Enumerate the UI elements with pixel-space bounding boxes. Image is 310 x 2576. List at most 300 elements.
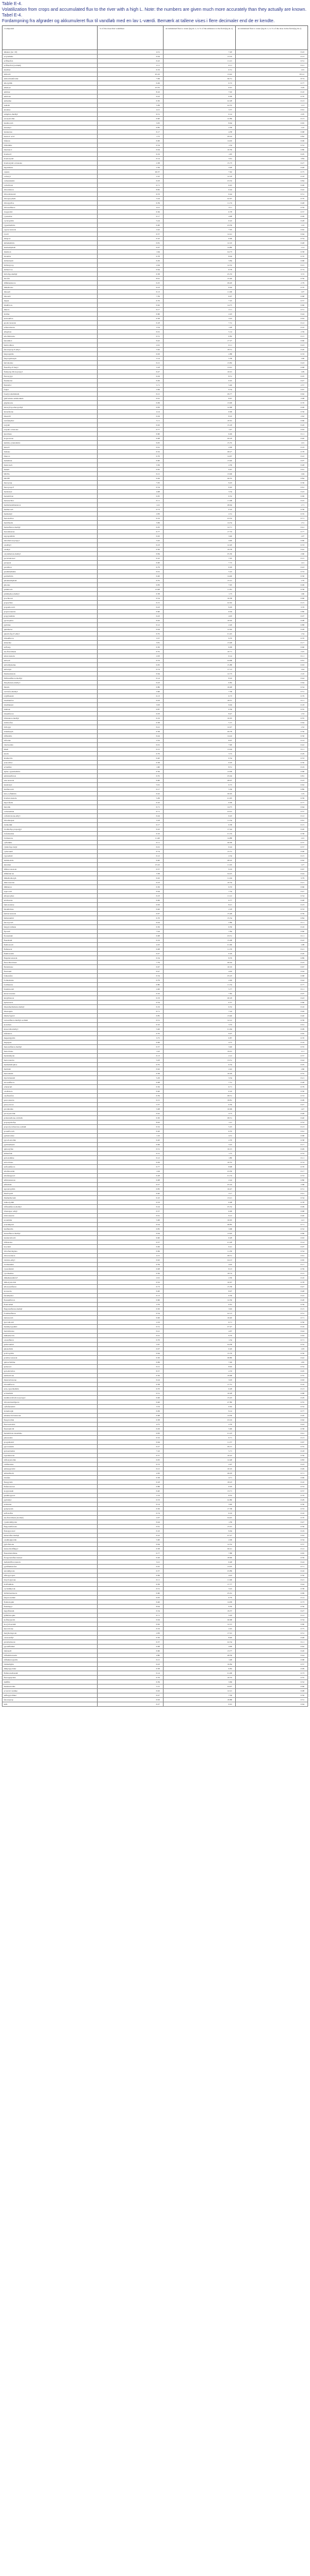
- cell-flux-emission: 15.54: [164, 916, 236, 920]
- cell-compound: bromuconazole: [3, 796, 98, 800]
- cell-flux-dose: 2.08: [236, 396, 308, 400]
- cell-percent-volatilised: 6.40: [98, 1191, 164, 1195]
- cell-percent-volatilised: 9.10: [98, 827, 164, 831]
- cell-percent-volatilised: 0.58: [98, 316, 164, 320]
- cell-percent-volatilised: 0.54: [98, 1311, 164, 1315]
- cell-compound: diazinon: [3, 249, 98, 254]
- cell-flux-emission: 1.34: [164, 143, 236, 147]
- cell-percent-volatilised: 0.15: [98, 600, 164, 605]
- cell-compound: tebufenpyrad: [3, 1173, 98, 1178]
- cell-flux-emission: 5.93: [164, 1613, 236, 1617]
- cell-percent-volatilised: 0.76: [98, 751, 164, 756]
- cell-flux-dose: 0.34: [236, 1195, 308, 1200]
- cell-flux-emission: 0.91: [164, 85, 236, 89]
- cell-flux-emission: 10.67: [164, 1280, 236, 1284]
- cell-compound: alpha-cypermethrin: [3, 769, 98, 773]
- table-row: [3, 1568, 308, 1573]
- table-row: [3, 258, 308, 263]
- cell-flux-emission: 7.51: [164, 1080, 236, 1084]
- cell-compound: clothianidin: [3, 1262, 98, 1266]
- table-row: [3, 400, 308, 405]
- cell-flux-dose: 1.01: [236, 836, 308, 840]
- cell-compound: metribuzin: [3, 520, 98, 525]
- cell-compound: dazomet: [3, 862, 98, 867]
- cell-flux-dose: 0.17: [236, 1262, 308, 1266]
- cell-flux-emission: 24.38: [164, 1342, 236, 1346]
- table-row: [3, 169, 308, 174]
- cell-flux-dose: 0.84: [236, 916, 308, 920]
- cell-percent-volatilised: 0.06: [98, 138, 164, 143]
- cell-percent-volatilised: 0.21: [98, 1657, 164, 1662]
- cell-percent-volatilised: 0.21: [98, 391, 164, 396]
- cell-compound: tebuconazole: [3, 654, 98, 658]
- cell-percent-volatilised: 0.95: [98, 494, 164, 498]
- cell-percent-volatilised: 0.14: [98, 1502, 164, 1506]
- table-row: [3, 223, 308, 227]
- cell-compound: pyroxsulam: [3, 1444, 98, 1449]
- table-row: [3, 1679, 308, 1684]
- cell-flux-emission: 0.11: [164, 343, 236, 347]
- cell-compound: pymetrozine: [3, 1133, 98, 1138]
- cell-compound: chlorotoluron: [3, 1253, 98, 1258]
- cell-flux-dose: 0.09: [236, 1666, 308, 1671]
- cell-compound: dinoseb: [3, 289, 98, 294]
- cell-flux-emission: 2.89: [164, 920, 236, 924]
- cell-compound: acrinathrin: [3, 1391, 98, 1395]
- cell-percent-volatilised: 0.31: [98, 1391, 164, 1395]
- cell-flux-emission: 13.77: [164, 1648, 236, 1653]
- cell-compound: ethoprophos: [3, 893, 98, 898]
- cell-flux-emission: 6.82: [164, 680, 236, 685]
- cell-flux-emission: 2.76: [164, 1422, 236, 1426]
- cell-compound: fomesafen: [3, 973, 98, 978]
- cell-percent-volatilised: 5.00: [98, 1537, 164, 1542]
- cell-flux-dose: 63.12: [236, 72, 308, 76]
- cell-flux-dose: 0.44: [236, 676, 308, 680]
- cell-flux-emission: 21.66: [164, 942, 236, 947]
- cell-flux-emission: 2.49: [164, 978, 236, 982]
- cell-flux-dose: 0.19: [236, 445, 308, 449]
- cell-compound: iprodione: [3, 431, 98, 436]
- cell-compound: fluazinam: [3, 938, 98, 942]
- table-row: [3, 1320, 308, 1324]
- cell-flux-dose: 0.77: [236, 529, 308, 534]
- cell-percent-volatilised: 2.99: [98, 387, 164, 391]
- cell-flux-emission: 17.44: [164, 827, 236, 831]
- cell-percent-volatilised: 5.24: [98, 218, 164, 223]
- cell-flux-emission: 0.54: [164, 756, 236, 760]
- cell-flux-emission: 4.96: [164, 1644, 236, 1648]
- cell-flux-dose: 0.57: [236, 844, 308, 849]
- table-row: [3, 1564, 308, 1568]
- cell-percent-volatilised: 0.24: [98, 1204, 164, 1209]
- table-row: [3, 836, 308, 840]
- cell-flux-emission: 13.05: [164, 1564, 236, 1568]
- cell-percent-volatilised: 5.93: [98, 1058, 164, 1062]
- table-row: [3, 1604, 308, 1608]
- cell-compound: metconazole: [3, 1058, 98, 1062]
- cell-flux-dose: 0.43: [236, 996, 308, 1000]
- table-row: [3, 911, 308, 916]
- cell-percent-volatilised: 0.85: [98, 1226, 164, 1231]
- cell-flux-dose: 0.11: [236, 431, 308, 436]
- table-row: [3, 1067, 308, 1071]
- cell-compound: dimpropyridaz: [3, 1666, 98, 1671]
- cell-flux-emission: 27.27: [164, 1533, 236, 1537]
- cell-percent-volatilised: 0.27: [98, 1702, 164, 1706]
- cell-flux-emission: 5.46: [164, 383, 236, 387]
- cell-flux-dose: 1.07: [236, 534, 308, 538]
- table-row: [3, 587, 308, 591]
- table-row: [3, 214, 308, 218]
- cell-percent-volatilised: 3.05: [98, 121, 164, 125]
- cell-flux-dose: 0.61: [236, 818, 308, 822]
- cell-flux-dose: 0.43: [236, 360, 308, 365]
- cell-compound: trifluralin: [3, 733, 98, 738]
- cell-compound: sulfosulfuron: [3, 1164, 98, 1169]
- cell-percent-volatilised: 0.29: [98, 1160, 164, 1164]
- cell-percent-volatilised: 0.26: [98, 1129, 164, 1133]
- cell-compound: benzovindiflupyr: [3, 1546, 98, 1551]
- cell-flux-dose: 0.42: [236, 742, 308, 747]
- cell-flux-dose: 0.80: [236, 609, 308, 614]
- cell-flux-dose: 0.49: [236, 1009, 308, 1013]
- cell-percent-volatilised: 0.77: [98, 529, 164, 534]
- cell-compound: etoxazole: [3, 1289, 98, 1293]
- table-row: [3, 134, 308, 138]
- cell-flux-dose: 0.48: [236, 240, 308, 245]
- cell-percent-volatilised: 0.18: [98, 320, 164, 325]
- cell-flux-dose: 0.59: [236, 1302, 308, 1306]
- table-row: [3, 1013, 308, 1018]
- cell-flux-dose: 0.56: [236, 733, 308, 738]
- table-row: [3, 423, 308, 427]
- table-row: [3, 1178, 308, 1182]
- table-row: [3, 991, 308, 996]
- cell-flux-emission: 3.46: [164, 534, 236, 538]
- cell-compound: zeta-cypermethrin: [3, 1386, 98, 1391]
- cell-flux-emission: 0.91: [164, 1702, 236, 1706]
- cell-compound: imazamethabenz-methyl: [3, 1004, 98, 1009]
- cell-flux-dose: 0.48: [236, 1289, 308, 1293]
- cell-percent-volatilised: 0.31: [98, 1018, 164, 1022]
- cell-compound: tefluthrin: [3, 1182, 98, 1186]
- cell-compound: dinoterb: [3, 294, 98, 298]
- cell-compound: cyflufenamid: [3, 1404, 98, 1409]
- cell-flux-dose: 0.15: [236, 822, 308, 827]
- table-row: [3, 1200, 308, 1204]
- cell-flux-emission: 7.58: [164, 689, 236, 693]
- cell-percent-volatilised: 0.41: [98, 725, 164, 729]
- table-row: [3, 1546, 308, 1551]
- table-row: [3, 1555, 308, 1560]
- table-row: [3, 1271, 308, 1275]
- cell-compound: fenamidone: [3, 907, 98, 911]
- cell-flux-dose: 0.77: [236, 982, 308, 987]
- cell-percent-volatilised: 2.83: [98, 511, 164, 516]
- cell-compound: cyantraniliprole: [3, 1520, 98, 1524]
- cell-flux-dose: 2.60: [236, 551, 308, 556]
- table-row: [3, 347, 308, 352]
- table-row: [3, 58, 308, 63]
- cell-compound: diquat: [3, 298, 98, 303]
- table-row: [3, 1053, 308, 1058]
- table-row: [3, 1240, 308, 1244]
- cell-flux-dose: 0.68: [236, 294, 308, 298]
- cell-flux-emission: 13.71: [164, 1488, 236, 1493]
- cell-flux-emission: 28.51: [164, 1093, 236, 1098]
- table-row: [3, 89, 308, 94]
- cell-flux-emission: 9.50: [164, 1604, 236, 1608]
- cell-flux-emission: 23.30: [164, 1169, 236, 1173]
- cell-compound: quinmerac: [3, 627, 98, 631]
- cell-flux-emission: 7.25: [164, 298, 236, 303]
- cell-compound: diclofop-methyl: [3, 272, 98, 276]
- cell-flux-emission: 11.74: [164, 200, 236, 205]
- cell-compound: bixafen: [3, 1475, 98, 1480]
- cell-percent-volatilised: 2.07: [98, 1515, 164, 1520]
- caption-label-da: Tabel E-4.: [2, 12, 22, 18]
- cell-flux-emission: 0.52: [164, 494, 236, 498]
- cell-flux-dose: 0.78: [236, 1280, 308, 1284]
- cell-flux-emission: 11.08: [164, 498, 236, 503]
- cell-percent-volatilised: 0.19: [98, 1626, 164, 1631]
- cell-flux-dose: 0.18: [236, 174, 308, 178]
- caption-label-en: Table E-4.: [2, 1, 22, 6]
- cell-compound: oxathiapiprolin: [3, 1537, 98, 1542]
- cell-compound: nicosulfuron: [3, 1080, 98, 1084]
- cell-flux-dose: 1.60: [236, 591, 308, 596]
- cell-percent-volatilised: 0.43: [98, 94, 164, 98]
- table-row: [3, 1622, 308, 1626]
- table-row: [3, 1515, 308, 1520]
- table-row: [3, 236, 308, 240]
- table-row: [3, 1031, 308, 1035]
- cell-flux-dose: 1.16: [236, 223, 308, 227]
- cell-flux-emission: 14.02: [164, 138, 236, 143]
- cell-percent-volatilised: 0.47: [98, 951, 164, 956]
- table-row: [3, 1080, 308, 1084]
- cell-percent-volatilised: 7.59: [98, 294, 164, 298]
- cell-flux-emission: 20.41: [164, 1546, 236, 1551]
- table-row: [3, 103, 308, 107]
- cell-flux-dose: 0.64: [236, 720, 308, 725]
- cell-flux-dose: 0.38: [236, 1138, 308, 1142]
- cell-percent-volatilised: 0.42: [98, 1111, 164, 1115]
- cell-flux-emission: 1.47: [164, 427, 236, 431]
- table-row: [3, 414, 308, 418]
- cell-flux-emission: 29.15: [164, 1444, 236, 1449]
- cell-flux-dose: 0.51: [236, 1186, 308, 1191]
- cell-compound: fenpropimorph: [3, 356, 98, 360]
- cell-flux-dose: 0.24: [236, 1560, 308, 1564]
- cell-compound: fenarimol: [3, 338, 98, 343]
- cell-flux-dose: 0.57: [236, 1662, 308, 1666]
- cell-compound: iodosulfuron-methyl-sodium: [3, 1018, 98, 1022]
- cell-flux-emission: 6.71: [164, 1320, 236, 1324]
- cell-flux-emission: 15.48: [164, 911, 236, 916]
- table-row: [3, 582, 308, 587]
- cell-percent-volatilised: 5.46: [98, 1027, 164, 1031]
- cell-flux-emission: 7.95: [164, 582, 236, 587]
- cell-compound: cycloxydim: [3, 218, 98, 223]
- cell-compound: orbencarb: [3, 1084, 98, 1089]
- table-row: [3, 485, 308, 489]
- cell-compound: kresoxim-methyl: [3, 1027, 98, 1031]
- table-row: [3, 938, 308, 942]
- cell-percent-volatilised: 0.71: [98, 1613, 164, 1617]
- cell-flux-emission: 12.68: [164, 405, 236, 409]
- table-row: [3, 1426, 308, 1431]
- table-row: [3, 907, 308, 911]
- cell-flux-dose: 0.80: [236, 147, 308, 152]
- cell-compound: anilazine: [3, 98, 98, 103]
- cell-percent-volatilised: 4.21: [98, 107, 164, 112]
- table-row: [3, 787, 308, 791]
- cell-compound: bromacil: [3, 152, 98, 156]
- cell-flux-emission: 0.57: [164, 1000, 236, 1004]
- column-header-flux-dose: Accumulated flux to water (kg m-1, ca % of the dose in the field (kg m-1): [236, 25, 308, 49]
- cell-compound: sulfotep: [3, 645, 98, 649]
- table-row: [3, 205, 308, 209]
- cell-percent-volatilised: 0.25: [98, 280, 164, 285]
- cell-percent-volatilised: 1.60: [98, 765, 164, 769]
- table-row: [3, 209, 308, 214]
- table-row: [3, 893, 308, 898]
- cell-flux-dose: 3.29: [236, 85, 308, 89]
- table-row: [3, 538, 308, 542]
- table-row: [3, 867, 308, 871]
- cell-percent-volatilised: 0.12: [98, 1155, 164, 1160]
- cell-flux-emission: 7.62: [164, 169, 236, 174]
- table-row: [3, 1600, 308, 1604]
- cell-flux-dose: 1.14: [236, 245, 308, 249]
- table-row: [3, 72, 308, 76]
- cell-percent-volatilised: 3.37: [98, 636, 164, 640]
- cell-flux-dose: 0.10: [236, 89, 308, 94]
- cell-flux-emission: 12.52: [164, 263, 236, 267]
- table-row: [3, 1631, 308, 1635]
- cell-flux-emission: 10.59: [164, 147, 236, 152]
- table-row: [3, 196, 308, 200]
- cell-flux-dose: 0.67: [236, 867, 308, 871]
- cell-flux-emission: 28.27: [164, 449, 236, 454]
- table-row: [3, 165, 308, 169]
- cell-flux-dose: 0.76: [236, 1493, 308, 1497]
- cell-percent-volatilised: 0.54: [98, 596, 164, 600]
- cell-percent-volatilised: 0.40: [98, 756, 164, 760]
- cell-percent-volatilised: 0.19: [98, 67, 164, 72]
- cell-percent-volatilised: 0.08: [98, 1266, 164, 1271]
- cell-flux-dose: 0.33: [236, 352, 308, 356]
- cell-flux-emission: 2.39: [164, 463, 236, 467]
- cell-flux-emission: 12.18: [164, 174, 236, 178]
- cell-percent-volatilised: 4.21: [98, 205, 164, 209]
- cell-percent-volatilised: 0.46: [98, 1400, 164, 1404]
- cell-percent-volatilised: 0.15: [98, 747, 164, 751]
- cell-percent-volatilised: 0.05: [98, 1595, 164, 1600]
- cell-percent-volatilised: 0.68: [98, 1413, 164, 1417]
- cell-flux-emission: 8.47: [164, 711, 236, 716]
- table-row: [3, 178, 308, 183]
- cell-compound: metolachlor: [3, 516, 98, 520]
- cell-compound: flutolanil-M: [3, 1426, 98, 1431]
- cell-flux-emission: 1.39: [164, 1520, 236, 1524]
- cell-compound: bifenthrin: [3, 143, 98, 147]
- cell-flux-emission: 3.53: [164, 1022, 236, 1027]
- table-row: [3, 1226, 308, 1231]
- cell-flux-emission: 27.80: [164, 1400, 236, 1404]
- cell-compound: halauxifen-methyl: [3, 1533, 98, 1537]
- cell-flux-dose: 0.13: [236, 1124, 308, 1129]
- cell-compound: amidosulfuron: [3, 773, 98, 778]
- table-row: [3, 956, 308, 960]
- cell-percent-volatilised: 3.93: [98, 702, 164, 707]
- table-row: [3, 1258, 308, 1262]
- cell-flux-emission: 0.09: [164, 94, 236, 98]
- cell-flux-dose: 0.21: [236, 1577, 308, 1582]
- cell-percent-volatilised: 9.00: [98, 1289, 164, 1293]
- cell-flux-emission: 5.58: [164, 356, 236, 360]
- cell-flux-dose: 0.57: [236, 1542, 308, 1546]
- cell-percent-volatilised: 0.24: [98, 1222, 164, 1226]
- table-row: [3, 489, 308, 494]
- caption-text-da: Fordampning fra afgrøder og akkumuleret flux til vandløb med en lav L-værdi. Bemærk at tallene vises i flere decimaler end de er kendte.: [2, 18, 275, 23]
- cell-percent-volatilised: 1.72: [98, 134, 164, 138]
- table-row: [3, 1115, 308, 1120]
- cell-percent-volatilised: 8.16: [98, 89, 164, 94]
- cell-flux-emission: 29.20: [164, 280, 236, 285]
- cell-compound: quinoclamine: [3, 1360, 98, 1364]
- table-row: [3, 494, 308, 498]
- table-row: [3, 853, 308, 858]
- cell-flux-emission: 0.45: [164, 378, 236, 383]
- cell-flux-dose: 1.41: [236, 560, 308, 565]
- cell-percent-volatilised: 2.11: [98, 63, 164, 67]
- cell-percent-volatilised: 8.94: [98, 1604, 164, 1608]
- cell-compound: flufenoxuron: [3, 1484, 98, 1488]
- cell-compound: amitraz: [3, 89, 98, 94]
- cell-compound: acifluorfen (sodium): [3, 63, 98, 67]
- cell-flux-dose: 0.82: [236, 134, 308, 138]
- cell-percent-volatilised: 0.11: [98, 498, 164, 503]
- cell-compound: hexazinone: [3, 409, 98, 414]
- table-row: [3, 187, 308, 192]
- table-row: [3, 1186, 308, 1191]
- cell-compound: florasulam: [3, 933, 98, 938]
- cell-percent-volatilised: 0.22: [98, 58, 164, 63]
- table-row: [3, 458, 308, 463]
- cell-percent-volatilised: 0.07: [98, 245, 164, 249]
- cell-compound: ziram: [3, 751, 98, 756]
- cell-flux-dose: 0.21: [236, 63, 308, 67]
- cell-flux-dose: 0.50: [236, 1573, 308, 1577]
- table-row: [3, 427, 308, 431]
- cell-flux-dose: 0.47: [236, 889, 308, 893]
- cell-compound: imazalil: [3, 414, 98, 418]
- cell-percent-volatilised: 26.37: [98, 169, 164, 174]
- cell-flux-emission: 2.45: [164, 1626, 236, 1631]
- cell-compound: clethodim: [3, 822, 98, 827]
- cell-percent-volatilised: 0.34: [98, 1608, 164, 1613]
- table-row: [3, 1253, 308, 1258]
- cell-compound: mandipropamid: [3, 1324, 98, 1329]
- table-row: [3, 356, 308, 360]
- table-row: [3, 902, 308, 907]
- cell-compound: propaquizafop: [3, 1120, 98, 1124]
- cell-flux-dose: 0.70: [236, 196, 308, 200]
- table-row: [3, 232, 308, 236]
